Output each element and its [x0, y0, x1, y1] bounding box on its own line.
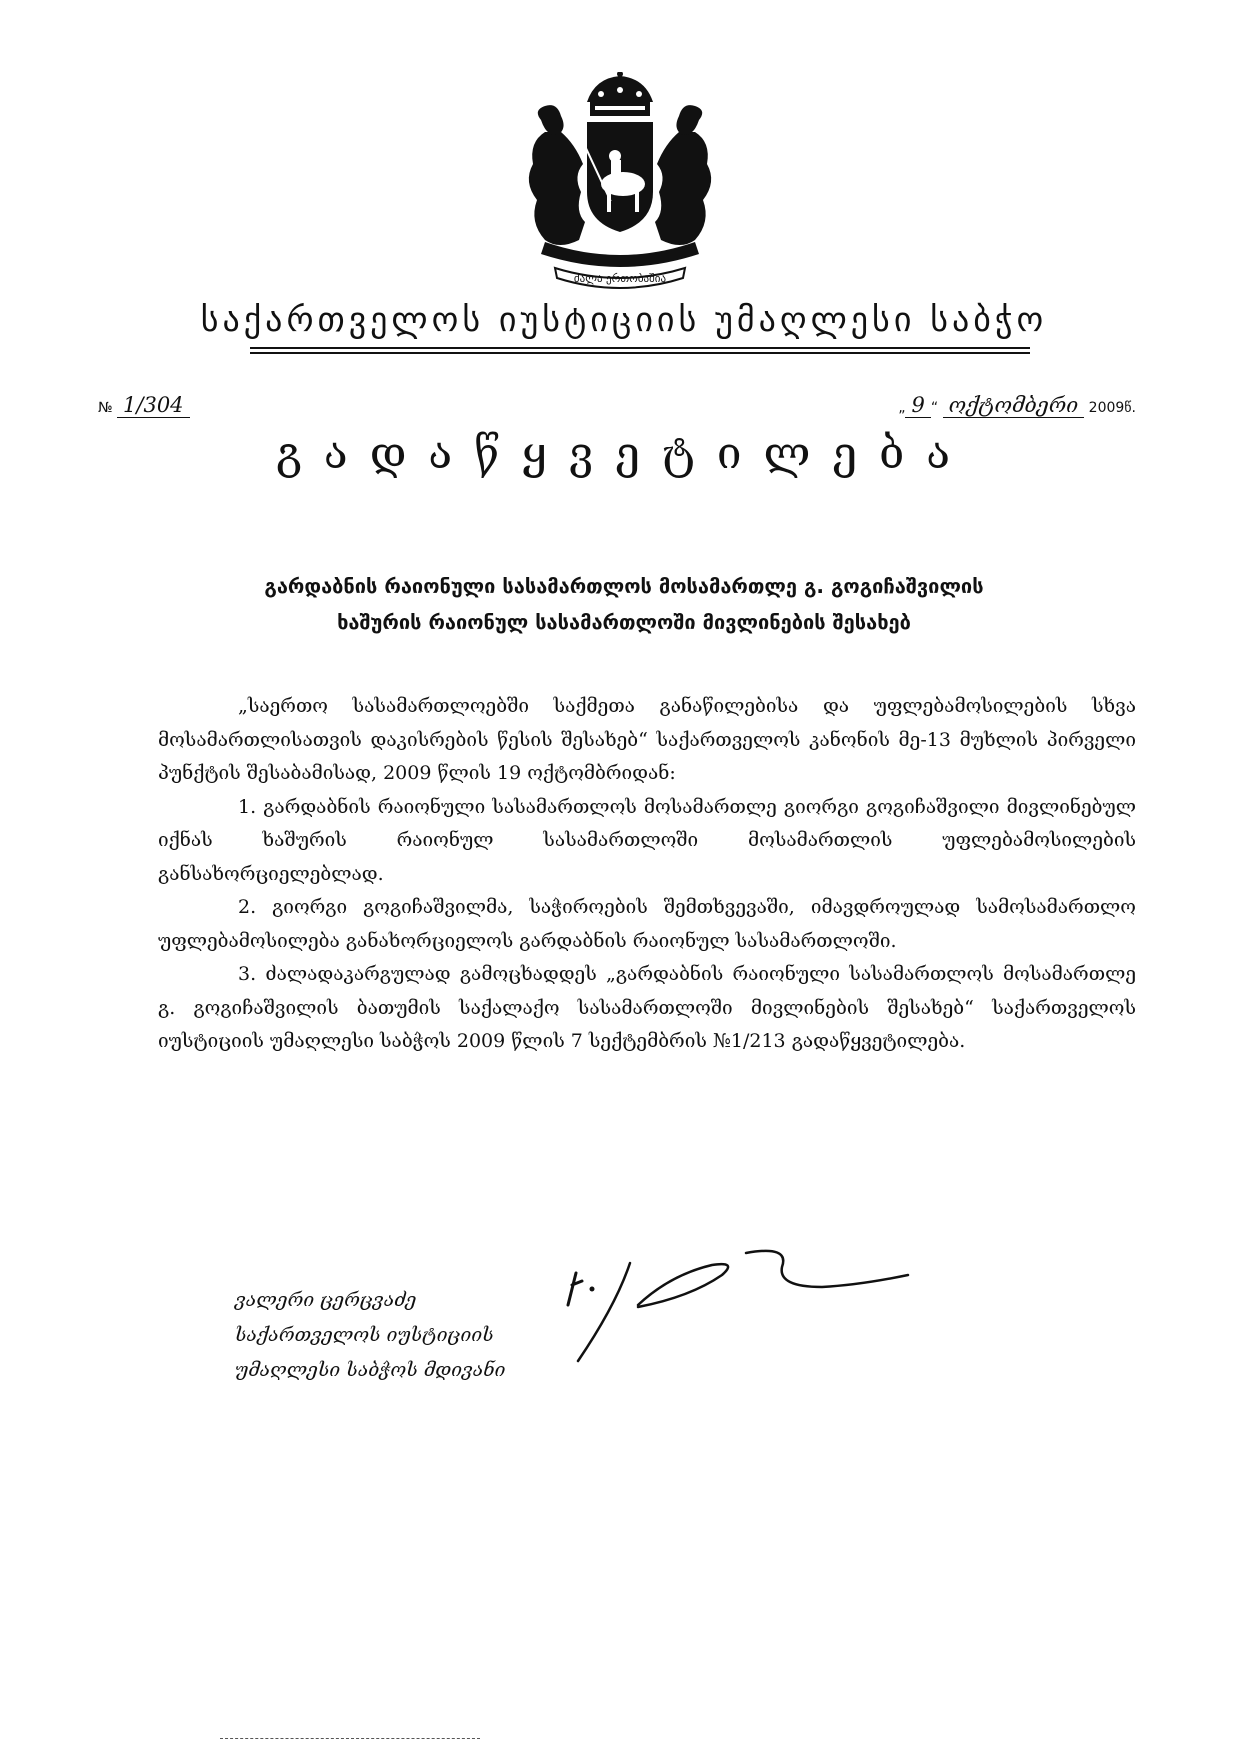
document-number: [98, 393, 190, 417]
number-label: №: [98, 400, 113, 416]
decision-body: [158, 690, 1136, 1059]
date-year: 2009: [1088, 400, 1125, 416]
preamble-paragraph: „საერთო სასამართლოებში საქმეთა განაწილებისა და უფლებამოსილების სხვა მოსამართლისათვის დაკისრების წესის შესახებ“ საქართველოს კანონის მე-13 მუხლის პირველი პუნქტის შესაბამისად, 2009 წლის 19 ოქტომბრიდან:: [158, 695, 1136, 784]
emblem-motto: ძალა ერთობაშია: [573, 272, 667, 285]
document-date: „ 9 “ ოქტომბერი 2009წ.: [898, 393, 1136, 417]
date-month: ოქტომბერი: [943, 393, 1085, 418]
decision-item-2: 2. გიორგი გოგიჩაშვილმა, საჭიროების შემთხვევაში, იმავდროულად სამოსამართლო უფლებამოსილება განახორციელოს გარდაბნის რაიონულ სასამართლოში.: [158, 896, 1136, 952]
document-title: გადაწყვეტილება: [275, 428, 972, 479]
signatory-name: ვალერი ცერცვაძე: [235, 1289, 417, 1311]
decision-subject: [180, 568, 1068, 640]
header-rule-bottom: [250, 352, 1030, 354]
institution-name: საქართველოს იუსტიციის უმაღლესი საბჭო: [200, 300, 1048, 340]
footer-rule: [220, 1738, 480, 1739]
handwritten-signature: [560, 1245, 940, 1375]
signatory-position-1: საქართველოს იუსტიციის: [235, 1324, 494, 1346]
signatory-position-2: უმაღლესი საბჭოს მდივანი: [235, 1359, 506, 1381]
signatory-block: [235, 1283, 505, 1388]
coat-of-arms-emblem: [515, 72, 725, 294]
header-rule-top: [250, 347, 1030, 349]
date-day: 9: [905, 393, 930, 418]
decision-item-3: 3. ძალადაკარგულად გამოცხადდეს „გარდაბნის რაიონული სასამართლოს მოსამართლე გ. გოგიჩაშვილის ბათუმის საქალაქო სასამართლოში მივლინების შესახებ“ საქართველოს იუსტიციის უმაღლესი საბჭოს 2009 წლის 7 სექტემბრის №1/213 გადაწყვეტილება.: [158, 963, 1136, 1052]
subject-line-1: გარდაბნის რაიონული სასამართლოს მოსამართლე გ. გოგიჩაშვილის: [264, 574, 984, 598]
subject-line-2: ხაშურის რაიონულ სასამართლოში მივლინების შესახებ: [337, 610, 911, 634]
document-meta: [98, 383, 1136, 417]
decision-item-1: 1. გარდაბნის რაიონული სასამართლოს მოსამართლე გიორგი გოგიჩაშვილი მივლინებულ იქნას ხაშურის რაიონულ სასამართლოში მოსამართლის უფლებამოსილების განსახორციელებლად.: [158, 795, 1136, 885]
number-value: 1/304: [117, 393, 190, 418]
